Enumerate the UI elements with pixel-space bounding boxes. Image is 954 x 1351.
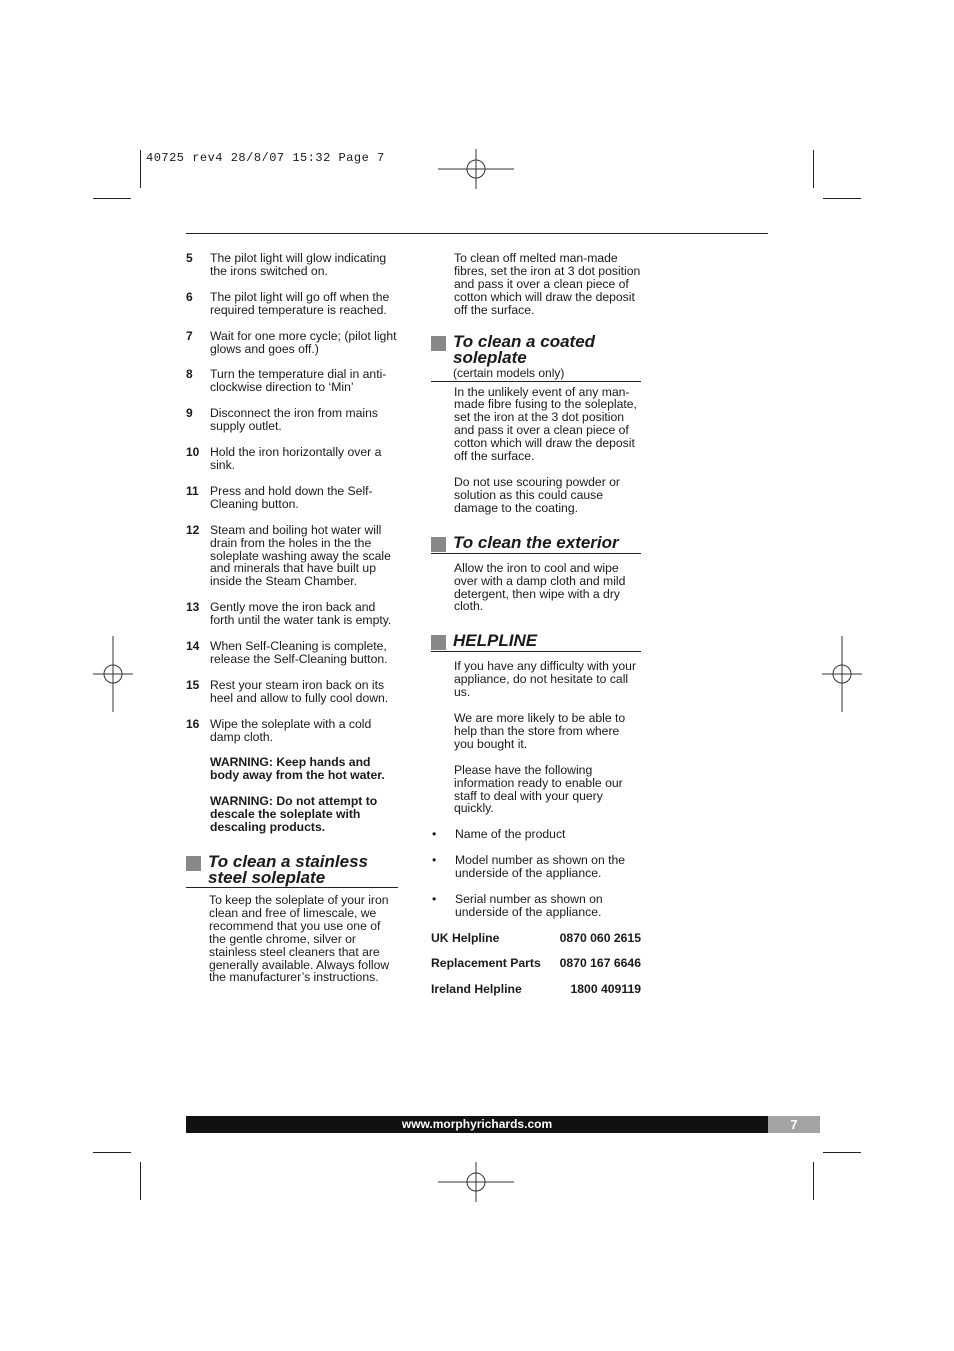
step-item [186,524,398,589]
step-item [186,601,398,627]
section-title: To clean a coated soleplate [453,331,596,367]
step-number: 9 [186,406,193,421]
step-text: Hold the iron horizontally over a sink. [210,445,382,472]
step-text: Gently move the iron back and forth until the water tank is empty. [210,600,392,628]
helpline-number: 1800 409119 [570,981,641,996]
crop-mark [813,150,814,188]
intro-paragraph: To clean off melted man-made fibres, set the iron at 3 dot position and pass it over a clean piece of cotton which will draw the deposit off the surface. [454,251,641,317]
section-heading-exterior [431,532,641,554]
step-item [186,407,398,433]
step-text: The pilot light will glow indicating the irons switched on. [210,251,387,278]
heading-square-icon [431,336,446,351]
step-text: The pilot light will go off when the required temperature is reached. [210,289,390,317]
top-rule [186,233,768,234]
list-item [431,854,641,880]
section-body: Allow the iron to cool and wipe over with a damp cloth and mild detergent, then wipe with a dry cloth. [454,560,626,614]
section-subtitle: (certain models only) [453,365,565,380]
section-heading-coated [431,331,641,382]
section-body: In the unlikely event of any man-made fibre fusing to the soleplate, set the iron at the 3 dot position and pass it over a clean piece of cotton which will draw the deposit off the surface. [454,384,637,464]
footer-url-bar: www.morphyrichards.com [186,1116,768,1133]
step-item [186,640,398,666]
step-item [186,252,398,278]
step-item [186,446,398,472]
helpline-label: UK Helpline [431,930,500,945]
list-item-text: Serial number as shown on underside of the appliance. [455,892,603,919]
section-heading-stainless [186,854,398,888]
section-title: To clean a stainless steel soleplate [208,852,368,887]
crop-mark [823,198,861,199]
heading-square-icon [431,537,446,552]
bullet-icon: • [432,827,437,842]
step-item [186,368,398,394]
step-number: 13 [186,600,200,615]
helpline-label: Replacement Parts [431,956,541,971]
step-number: 8 [186,367,193,382]
step-item [186,718,398,744]
crop-mark [823,1152,861,1153]
section-heading-helpline [431,633,641,652]
registration-mark-icon [438,149,514,189]
step-text: Turn the temperature dial in anti-clockwise direction to ‘Min’ [210,367,387,395]
step-number: 12 [186,522,200,537]
step-number: 11 [186,483,199,498]
helpline-row [431,932,641,945]
step-number: 10 [186,445,200,460]
right-column [431,252,641,1008]
warning-text: WARNING: Do not attempt to descale the soleplate with descaling products. [210,794,378,835]
warning-text: WARNING: Keep hands and body away from the hot water. [210,755,385,783]
bullet-icon: • [432,853,437,868]
list-item [431,828,641,841]
helpline-row [431,957,641,970]
helpline-paragraph: If you have any difficulty with your appliance, do not hesitate to call us. [454,659,637,700]
crop-mark [140,1162,141,1200]
list-item-text: Name of the product [455,827,566,842]
step-text: Wait for one more cycle; (pilot light glows and goes off.) [210,328,397,356]
step-text: Rest your steam iron back on its heel and allow to fully cool down. [210,677,389,705]
helpline-paragraph: We are more likely to be able to help than the store from where you bought it. [454,711,626,751]
step-text: When Self-Cleaning is complete, release the Self-Cleaning button. [210,639,388,666]
step-item [186,291,398,317]
step-number: 15 [186,677,200,692]
registration-mark-icon [822,636,862,712]
helpline-number: 0870 167 6646 [559,956,641,971]
step-text: Wipe the soleplate with a cold damp cloth. [210,716,372,744]
list-item-text: Model number as shown on the underside of the appliance. [455,853,626,881]
page-number: 7 [768,1116,820,1133]
step-number: 5 [186,251,193,265]
print-slug: 40725 rev4 28/8/07 15:32 Page 7 [146,151,385,165]
section-title: To clean the exterior [453,532,619,552]
crop-mark [93,1152,131,1153]
step-number: 14 [186,639,200,654]
step-item [186,485,398,511]
step-number: 7 [186,328,193,343]
section-body: Do not use scouring powder or solution as this could cause damage to the coating. [454,474,620,515]
bullet-icon: • [432,892,437,907]
helpline-paragraph: Please have the following information ready to enable our staff to deal with your query quickly. [454,762,623,816]
section-title: HELPLINE [453,631,538,651]
step-number: 6 [186,289,193,304]
step-text: Disconnect the iron from mains supply outlet. [210,406,378,434]
crop-mark [93,198,131,199]
crop-mark [140,150,141,188]
step-item [186,330,398,356]
helpline-row [431,983,641,996]
step-item [186,679,398,705]
registration-mark-icon [438,1162,514,1202]
step-text: Steam and boiling hot water will drain from the holes in the the soleplate washing away the scale and minerals that have built up inside the Steam Chamber. [210,522,391,589]
heading-square-icon [186,856,201,871]
step-text: Press and hold down the Self-Cleaning button. [210,483,373,511]
crop-mark [813,1162,814,1200]
section-body: To keep the soleplate of your iron clean and free of limescale, we recommend that you use one of the gentle chrome, silver or stainless steel cleaners that are generally available. Always follow the manufacturer’s instructions. [209,893,390,985]
helpline-number: 0870 060 2615 [559,930,641,945]
left-column [186,252,398,997]
step-number: 16 [186,716,200,731]
registration-mark-icon [93,636,133,712]
list-item [431,893,641,919]
heading-square-icon [431,635,446,650]
helpline-label: Ireland Helpline [431,981,522,996]
